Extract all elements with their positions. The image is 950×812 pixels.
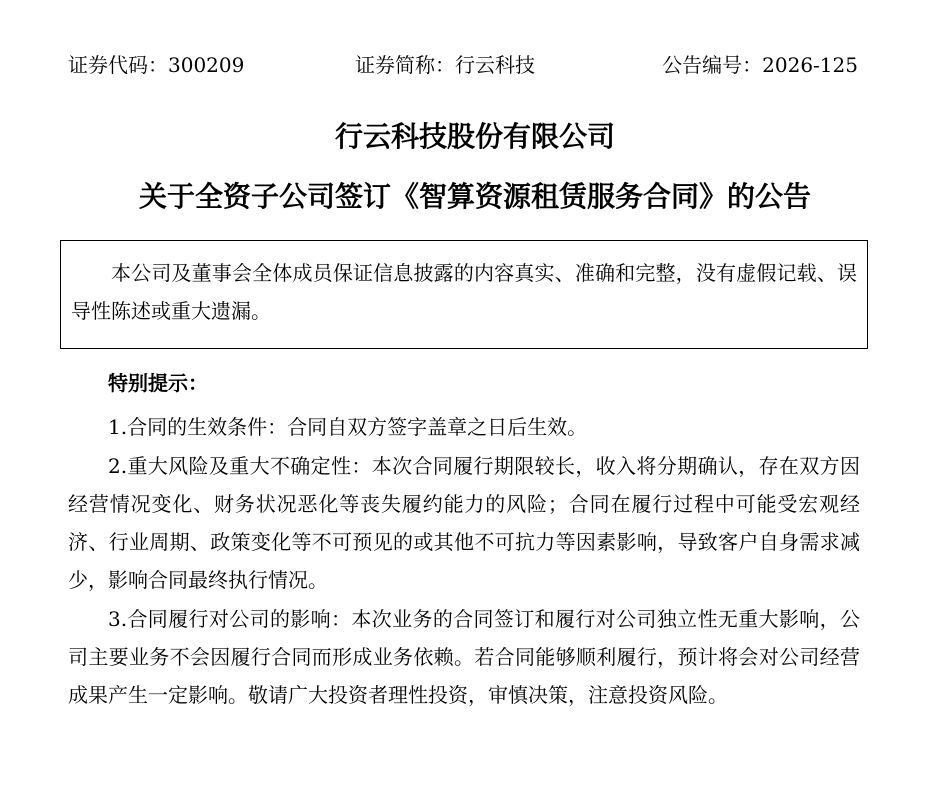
security-code: 证券代码：300209 xyxy=(68,53,245,77)
announcement-number: 公告编号：2026-125 xyxy=(662,53,858,77)
security-short-name: 证券简称：行云科技 xyxy=(355,53,535,77)
special-tips-heading: 特别提示： xyxy=(108,371,208,395)
disclosure-statement-box xyxy=(60,240,868,349)
announcement-title: 关于全资子公司签订《智算资源租赁服务合同》的公告 xyxy=(138,180,811,213)
special-tip-item: 1.合同的生效条件：合同自双方签字盖章之日后生效。 xyxy=(108,415,588,439)
special-tip-item: 3.合同履行对公司的影响：本次业务的合同签订和履行对公司独立性无重大影响，公司主要业务不会因履行合同而形成业务依赖。若合同能够顺利履行，预计将会对公司经营成果产生一定影响。敬请广大投资者理性投资，审慎决策，注意投资风险。 xyxy=(68,607,860,707)
disclosure-statement: 本公司及董事会全体成员保证信息披露的内容真实、准确和完整，没有虚假记载、误导性陈述或重大遗漏。 xyxy=(71,261,857,323)
announcement-header xyxy=(68,50,858,80)
special-tips-section xyxy=(68,364,860,714)
special-tip-item: 2.重大风险及重大不确定性：本次合同履行期限较长，收入将分期确认，存在双方因经营情况变化、财务状况恶化等丧失履约能力的风险；合同在履行过程中可能受宏观经济、行业周期、政策变化等不可预见的或其他不可抗力等因素影响，导致客户自身需求减少，影响合同最终执行情况。 xyxy=(68,454,860,592)
company-title: 行云科技股份有限公司 xyxy=(334,120,615,153)
